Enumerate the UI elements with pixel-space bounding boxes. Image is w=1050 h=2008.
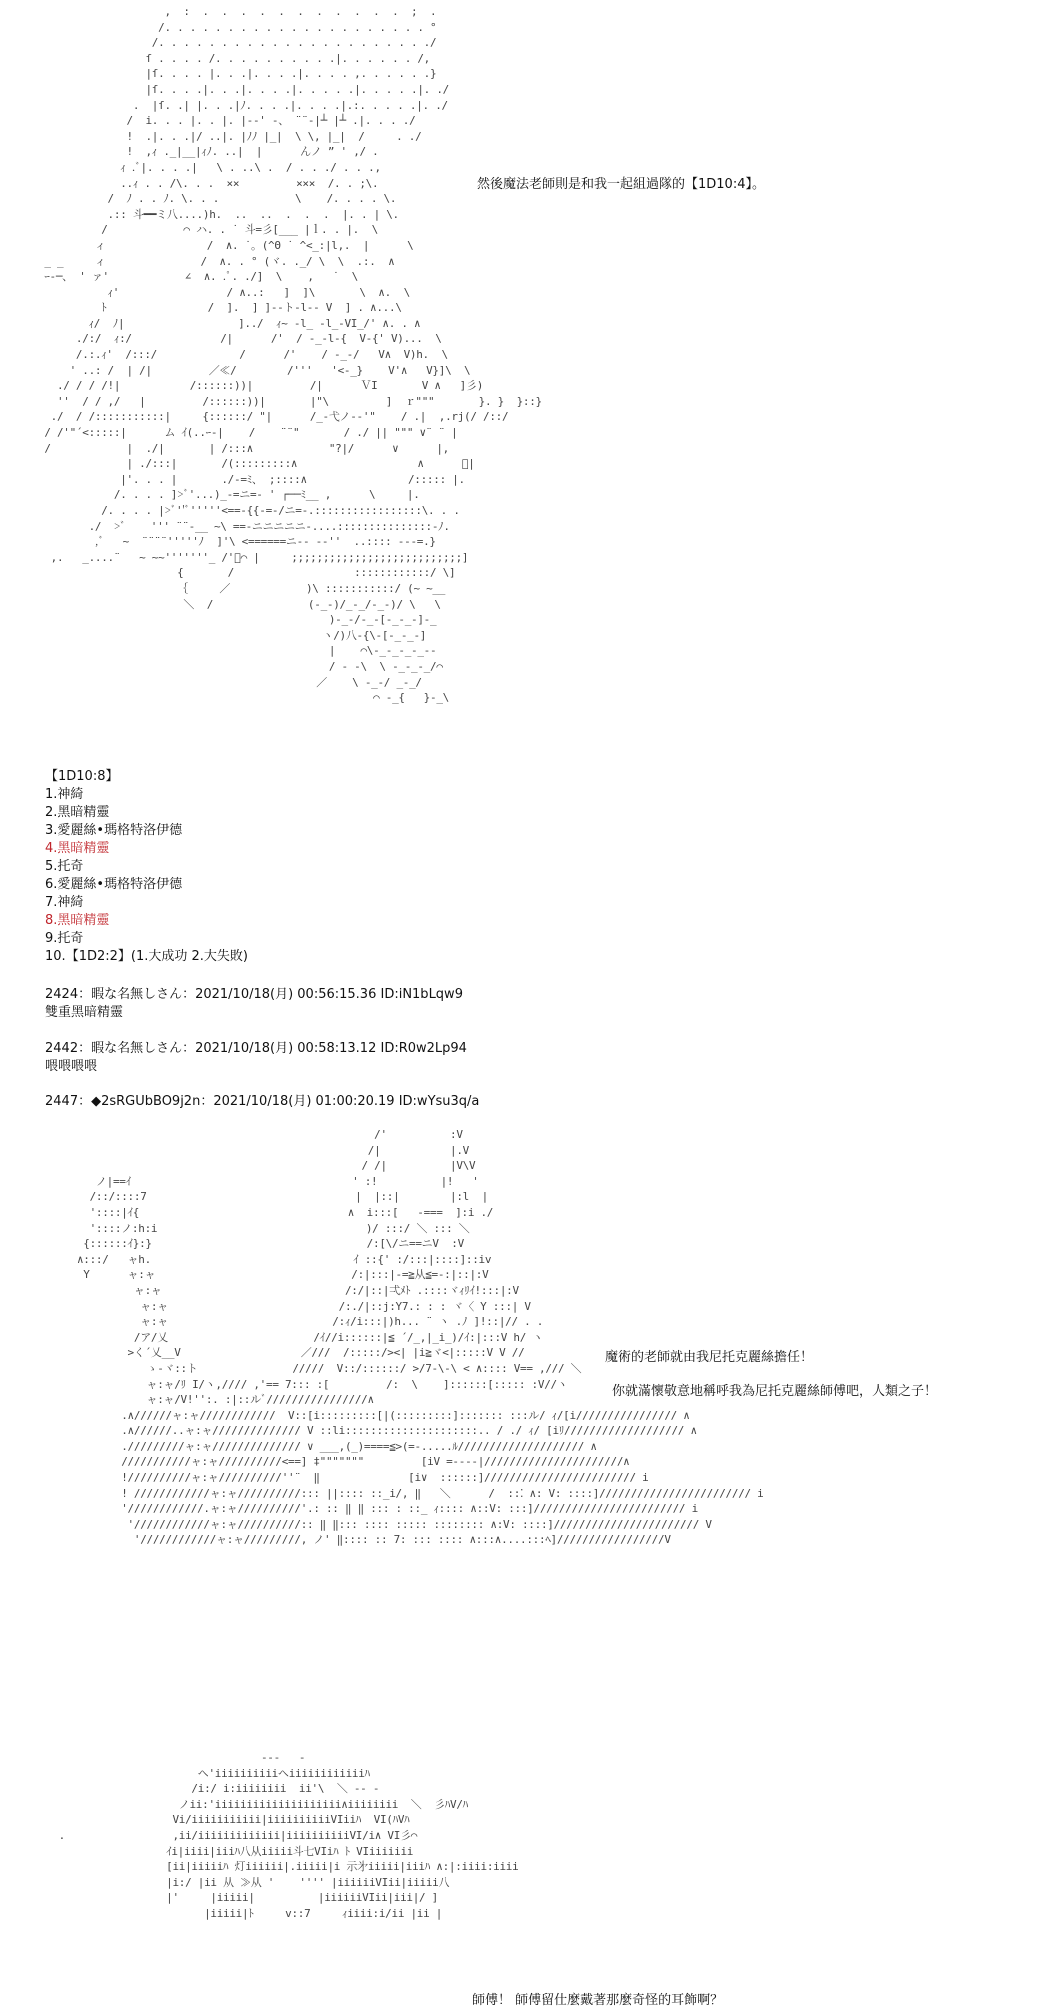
- roll-list-item: [45, 786, 83, 804]
- roll-item-text: 黑暗精靈: [57, 841, 110, 856]
- roll-list-item: [45, 804, 109, 822]
- roll-item-number: 1.: [45, 787, 58, 802]
- roll-item-text: 黑暗精靈: [57, 805, 110, 820]
- roll-item-number: 3.: [45, 823, 58, 838]
- narration-text-4: 師傅！ 師傅留仕麼戴著那麼奇怪的耳飾啊？: [472, 1993, 724, 2008]
- roll-item-number: 10.: [45, 949, 66, 964]
- roll-list-item: [45, 822, 182, 840]
- roll-item-number: 4.: [45, 841, 58, 856]
- narration-text-2: 魔術的老師就由我尼托克麗絲擔任！: [605, 1350, 814, 1365]
- roll-item-number: 2.: [45, 805, 58, 820]
- narration-text-1: 然後魔法老師則是和我一起組過隊的【1D10:4】。: [477, 177, 765, 192]
- roll-list-item: [45, 858, 83, 876]
- ascii-art-boy: ‐‐‐ ‐ ヘ'iiiiiiiiiiヘiiiiiiiiiiiiﾊ /i:/ i:iiiiiiii ii'\ ＼ ‐‐ ‐ ノii:'iiiiiiiiiiiiiiiiiiii∧iiiiiiii ＼ 彡ﾊV/ﾊ Vi/iiiiiiiiiii|iiiiiiiiiiVIiiﾊ VI(ﾊVﾊ . ,ii/iiiiiiiiiiiii|iiiiiiiiiiVI/i∧ VI彡⌒ ｲi|iiii|iiiﾊ八从iiiii斗七VIiﾊ ﾄ VIiiiiiii [ii|iiiiiﾊ 灯iiiiii|.iiiii|i 示㐧iiiii|iiiﾊ ∧:|:iiii:iiii |i:/ |ii 从 ≫从 ' '''' |iiiiiiVIii|iiiii八 |' |iiiii| |iiiiiiVIii|iii|/ ] |iiiii|ﾄ v::7 ｨiiii:i/ii |ii |: [58, 1751, 519, 1920]
- roll-item-text: 神綺: [57, 895, 84, 910]
- ascii-art-girl: , : . . . . . . . . . . . ; . /. . . . . . . . . . . . . . . . . . . . . ° /. . . . . . . . . . . . . . . . . . . . . ./ ſ . . . . /. . . . . . . . . .|. . . . . . /, |ſ. . . . |. . .|. . . .|. . . . ,. . . . . .} |ſ. . . .|. . .|. . . .|. . . . .|. . . . .|. ./ . |ſ. .| |. . .|ﾉ. . . .|. . . .|.:. . . . .|. ./ / i. . . |. . |. |-‐' ‐、 ¨¨‐|┴ |┴ .|. . . ./ ! .|. . .|/ ..|. |ﾉﾉ |_| \ \, |_| / . ./ ! ,ｨ ._|__|ｨﾉ. ..| | んノ ” ' ,/ . ｨ .ﾞ|. . . .| \ . ..\ . / . . ./ . . ., ..ｨ . . /\. . . ×× ××× /. . ;\. / ﾉ . . ﾉ. \. . . \ /. . . . \. .:: 斗━━ミ八....)h. .. .. . . . |. . | \. / ⌒ ハ. . ˙ 斗=彡[___ |ｌ. . |. \ ィ / ∧. ˙。(^Θ ˙ ^<_:|l,. | \ _ _ ィ / ∧. . ° (ヾ. ._/ \ \ .:. ∧ ｰ‐─、 ' ァ' ∠ ∧. .ﾟ. ./] \ , ˙ \ ｨ' / ∧..: ] ]\ \ ∧. \ ﾄ / ]. ] ]--ト-l-- V ] . ∧...\ ｨ/ ﾉ| ]../ ｨ~ -l_ -l_-VI_/' ∧. . ∧ ./:/ ｨ:/ /| /' / -_-l-{ V-{' V)... \ /.:.ｨ' /:::/ / /' / -_-/ V∧ V)h. \ ' ..: / | /| ／≪/ /''' '<-_} V'∧ V}]\ \ ./ / / /!| /::::::))| /| ＶI V ∧ ]彡) '' / / ,/ | /::::::))| |"\ ] ｒ""" }. } }::} ./ / /:::::::::::| {::::::/ "| /_-弋ノ-‐'" / .| ,.rj(/ /::/ / /'"´<:::::| ム ｲ(..ｰ-| / ¨¨" / ./ || """ ∨¨ ¨ | / | ./| | /:::∧ "?|/ ∨ |, | ./:::| /(:::::::::∧ ∧ ﾞ| |'. . . | ./-=ﾐ、 ;::::∧ /::::: |. /. . . . ]>ﾞ'...)_-=ニ=‐ ' ┌──ﾐ__ , \ |. /. . . . |>ﾞ''ﾞ'''''<==-{{-=-/ニ=-.:::::::::::::::::\. . . ./ >ﾞ ''' ¨¨‐__ ~\ ==-ニニニニニ-....:::::::::::::::-ﾉ. ,ﾞ ~ ¨¨¨¨'''''ﾉ ]'\ <======ニ-‐ --'' ..:::: ---=.} ,. _....¨ ~ ~~'''''''_ /'ﾞ⌒ | ;;;;;;;;;;;;;;;;;;;;;;;;;;;] { / ::::::::::::/ \] ｛ ／ )\ :::::::::::/ (~ ~__ ＼ / (-_-)/_-_/-_-)/ \ \ )-_-/-_-[-_-_-]-_ ヽ/)八-{\-[-_-_-] | ⌒\-_-_-_-_-‐ / ‐ -\ \ -_-_-_/⌒ ／ \ -_-/ _-_/ ⌒ ‐_{ }-_\: [44, 5, 542, 705]
- roll-item-number: 7.: [45, 895, 58, 910]
- post-header: 2447：◆2sRGUbBO9j2n：2021/10/18(月) 01:00:20.19 ID:wYsu3q/a: [45, 1094, 480, 1109]
- roll-item-text: 黑暗精靈: [57, 913, 110, 928]
- roll-item-number: 8.: [45, 913, 58, 928]
- roll-item-number: 9.: [45, 931, 58, 946]
- post-body: 雙重黑暗精靈: [45, 1005, 124, 1020]
- roll-header: 【1D10:8】: [45, 769, 119, 784]
- roll-list-item: [45, 840, 109, 858]
- roll-item-text: 托奇: [57, 859, 84, 874]
- roll-list-item: [45, 948, 248, 966]
- roll-list-item: [45, 930, 83, 948]
- roll-item-text: 【1D2:2】(1.大成功 2.大失敗): [65, 949, 248, 964]
- roll-item-number: 6.: [45, 877, 58, 892]
- roll-list-item: [45, 912, 109, 930]
- post-header: 2424：暇な名無しさん：2021/10/18(月) 00:56:15.36 ID:iN1bLqw9: [45, 987, 463, 1002]
- post-header: 2442：暇な名無しさん：2021/10/18(月) 00:58:13.12 ID:R0w2Lp94: [45, 1041, 467, 1056]
- roll-item-text: 愛麗絲•瑪格特洛伊德: [57, 877, 183, 892]
- ascii-art-sorceress: /' :V /| |.V / /| |V\V ノ|==ｲ ' :! |! ' /::/::::7 | |::| |:l | '::::|ｲ{ ∧ i:::[ -=== ]:i ./ '::::ノ:h:i )/ :::/ ＼ ::: ＼ {::::::ｲ}:} /:[\/ニ==ニV :V ∧:::/ ャh. ｲ ::{' :/:::|::::]::iv Y ャ:ャ /:|:::|-=≧从≦=-:|::|:V ャ:ャ /:/|::|弌ﾒﾄ .::::ヾｨﾘｲ!:::|:V ャ:ャ /:./|::j:Y7.: : : ヾ〈 Y :::| V ャ:ャ /:ｨ/i:::|)h... ¨ ヽ .ﾉ ]!::|// . . /ア/乂 /ｲ//i::::::|≦ ´/_,|_i_)/ｲ:|:::V h/ ヽ >く´乂__V ／/// /:::::/><| |i≧ヾ<|:::::V V // ゝ‐ヾ::ト ///// V::/::::::/ >/7-\‐\ < ∧:::: V== ,/// ＼ ャ:ャ/ﾘ I/ヽ,//// ,'== 7::: :[ /: \ ]::::::[::::: :V//ヽ ャ:ャ/V!'':. :|::ルﾞ////////////////∧ .∧//////ャ:ャ//////////// V::[i:::::::::[|(:::::::::]::::::: :::ル/ ｨ/[i//////////////// ∧ .∧//////..ャ:ャ////////////// V ::li:::::::::::::::::::::.. / ./ ｨ/ [iﾘ/////////////////// ∧ ./////////ャ:ャ////////////// ∨ ___,(_)====≦>(=-.....ﾙ//////////////////// ∧ ///////////ャ:ャ//////////<==] ‡""""""" [iV =---‐|//////////////////////∧ !//////////ャ:ャ//////////''¨ ‖ [i∨ ::::::]//////////////////////// i ! ////////////ャ:ャ//////////::: ||:::: ::_i/, ‖ ＼ / ::⁚ ∧: V: ::::]//////////////////////// i '////////////.ャ:ャ//////////'.: :: ‖ ‖ ::: : ::_ ｨ:::: ∧::V: :::]//////////////////////// i '////////////ャ:ャ//////////:: ‖ ‖::: :::: ::::: :::::::: ∧:V: ::::]/////////////////////// V '////////////ャ:ャ/////////, ノ' ‖:::: :: 7: ::: :::: ∧:::∧....:::ﾍ]/////////////////V: [76, 1128, 764, 1547]
- roll-item-text: 愛麗絲•瑪格特洛伊德: [57, 823, 183, 838]
- roll-list-item: [45, 894, 83, 912]
- roll-item-number: 5.: [45, 859, 58, 874]
- roll-item-text: 托奇: [57, 931, 84, 946]
- narration-text-3: 你就滿懷敬意地稱呼我為尼托克麗絲師傅吧，人類之子！: [612, 1384, 938, 1399]
- roll-item-text: 神綺: [57, 787, 84, 802]
- post-body: 喂喂喂喂: [45, 1059, 98, 1074]
- roll-list-item: [45, 876, 182, 894]
